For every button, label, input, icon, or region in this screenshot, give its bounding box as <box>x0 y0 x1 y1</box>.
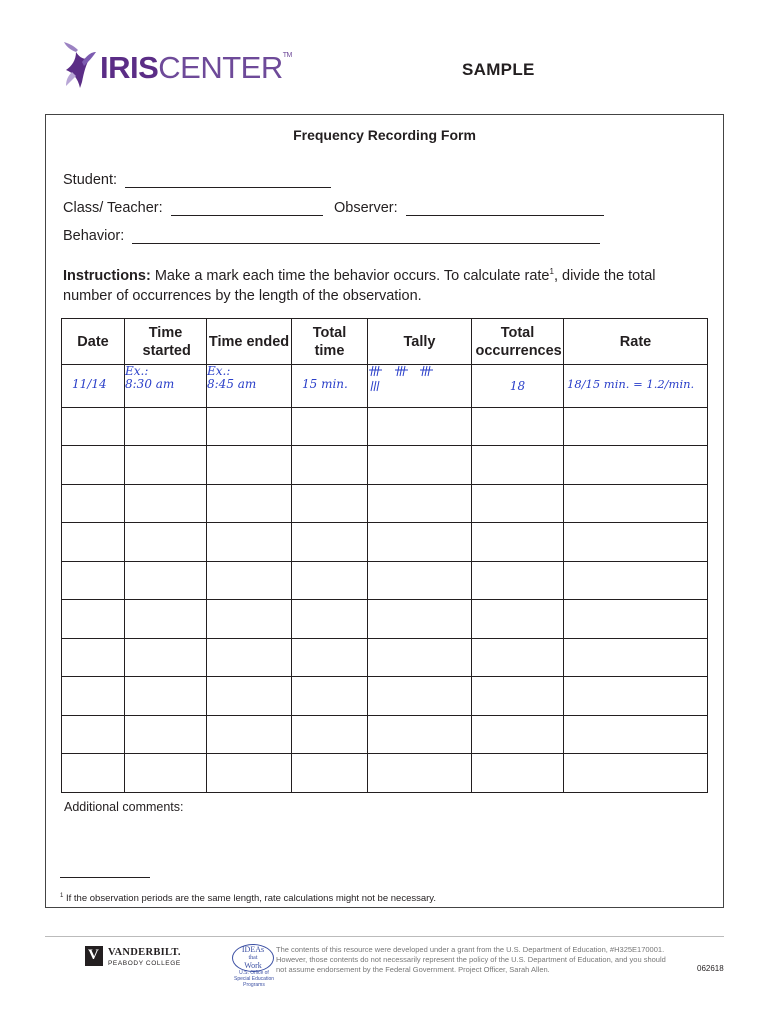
col-total-time: Total time <box>292 319 368 365</box>
table-row <box>62 715 708 754</box>
table-row <box>62 600 708 639</box>
table-cell[interactable] <box>472 638 564 677</box>
example-row <box>62 365 708 408</box>
table-cell[interactable] <box>62 523 125 562</box>
col-total-occurrences: Total occurrences <box>472 319 564 365</box>
table-cell[interactable] <box>207 715 292 754</box>
table-cell[interactable] <box>368 638 472 677</box>
table-cell[interactable] <box>472 407 564 446</box>
table-cell[interactable] <box>292 677 368 716</box>
table-cell[interactable] <box>125 446 207 485</box>
form-frame <box>45 114 724 908</box>
table-cell[interactable] <box>62 407 125 446</box>
student-blank[interactable] <box>125 173 331 188</box>
example-time-started[interactable]: Ex.: 8:30 am <box>125 365 207 408</box>
ideas-that-work-logo: IDEAs that Work <box>232 944 274 972</box>
class-teacher-blank[interactable] <box>171 201 323 216</box>
table-row <box>62 561 708 600</box>
additional-comments-label: Additional comments: <box>64 800 184 814</box>
behavior-label: Behavior: <box>63 228 125 244</box>
table-cell[interactable] <box>207 484 292 523</box>
instructions-heading: Instructions: <box>63 267 151 284</box>
table-cell[interactable] <box>62 638 125 677</box>
student-label: Student: <box>63 172 118 188</box>
table-cell[interactable] <box>62 754 125 793</box>
table-cell[interactable] <box>62 677 125 716</box>
table-cell[interactable] <box>292 638 368 677</box>
example-time-ended[interactable]: Ex.: 8:45 am <box>207 365 292 408</box>
table-cell[interactable] <box>472 484 564 523</box>
class-teacher-field <box>63 200 323 216</box>
table-cell[interactable] <box>472 446 564 485</box>
table-cell[interactable] <box>292 523 368 562</box>
table-cell[interactable] <box>564 561 708 600</box>
example-total-time[interactable]: 15 min. <box>292 365 368 408</box>
example-date[interactable]: 11/14 <box>62 365 125 408</box>
table-cell[interactable] <box>368 484 472 523</box>
tally-marks <box>368 365 448 393</box>
table-row <box>62 638 708 677</box>
col-rate: Rate <box>564 319 708 365</box>
document-code: 062618 <box>697 964 724 973</box>
table-row <box>62 754 708 793</box>
class-teacher-label: Class/ Teacher: <box>63 200 163 216</box>
table-cell[interactable] <box>564 600 708 639</box>
table-cell[interactable] <box>368 677 472 716</box>
sample-label: SAMPLE <box>462 60 535 79</box>
logo-wordmark: IRISCENTER™ <box>100 50 292 85</box>
table-cell[interactable] <box>207 638 292 677</box>
table-row <box>62 677 708 716</box>
osep-caption: U.S. Office of Special Education Programs <box>233 970 275 988</box>
table-cell[interactable] <box>292 715 368 754</box>
table-cell[interactable] <box>564 715 708 754</box>
observer-blank[interactable] <box>406 201 604 216</box>
table-row <box>62 523 708 562</box>
table-cell[interactable] <box>125 484 207 523</box>
table-cell[interactable] <box>368 600 472 639</box>
table-cell[interactable] <box>368 523 472 562</box>
table-cell[interactable] <box>62 600 125 639</box>
footnote-divider <box>60 877 150 878</box>
col-tally: Tally <box>368 319 472 365</box>
iris-flower-icon <box>62 42 98 90</box>
table-cell[interactable] <box>472 600 564 639</box>
frequency-table <box>61 318 708 793</box>
table-cell[interactable] <box>207 600 292 639</box>
table-row <box>62 446 708 485</box>
table-cell[interactable] <box>292 484 368 523</box>
form-title: Frequency Recording Form <box>293 127 476 143</box>
vanderbilt-logo: V VANDERBILT. PEABODY COLLEGE <box>85 944 195 974</box>
table-cell[interactable] <box>292 754 368 793</box>
table-cell[interactable] <box>207 561 292 600</box>
table-cell[interactable] <box>564 638 708 677</box>
table-cell[interactable] <box>125 754 207 793</box>
table-header-row <box>62 319 708 365</box>
table-cell[interactable] <box>368 715 472 754</box>
table-cell[interactable] <box>472 754 564 793</box>
table-cell[interactable] <box>472 561 564 600</box>
table-cell[interactable] <box>472 523 564 562</box>
table-cell[interactable] <box>125 715 207 754</box>
table-cell[interactable] <box>292 446 368 485</box>
col-time-started: Time started <box>125 319 207 365</box>
table-cell[interactable] <box>292 600 368 639</box>
table-cell[interactable] <box>125 523 207 562</box>
table-cell[interactable] <box>564 407 708 446</box>
table-cell[interactable] <box>62 715 125 754</box>
observer-label: Observer: <box>334 200 398 216</box>
table-cell[interactable] <box>292 561 368 600</box>
col-date: Date <box>62 319 125 365</box>
table-cell[interactable] <box>564 484 708 523</box>
table-row <box>62 484 708 523</box>
observer-field <box>334 200 604 216</box>
table-cell[interactable] <box>207 677 292 716</box>
behavior-blank[interactable] <box>132 229 600 244</box>
footer-divider <box>45 936 724 937</box>
table-cell[interactable] <box>292 407 368 446</box>
table-cell[interactable] <box>207 446 292 485</box>
table-cell[interactable] <box>472 715 564 754</box>
table-cell[interactable] <box>125 407 207 446</box>
table-cell[interactable] <box>564 754 708 793</box>
table-cell[interactable] <box>564 677 708 716</box>
vanderbilt-v-icon <box>85 946 103 966</box>
table-cell[interactable] <box>207 754 292 793</box>
example-rate[interactable]: 18/15 min. = 1.2/min. <box>564 365 708 408</box>
col-time-ended: Time ended <box>207 319 292 365</box>
table-cell[interactable] <box>564 523 708 562</box>
table-cell[interactable] <box>125 600 207 639</box>
student-field <box>63 172 331 188</box>
table-cell[interactable] <box>62 484 125 523</box>
table-row <box>62 407 708 446</box>
table-cell[interactable] <box>125 561 207 600</box>
behavior-field <box>63 228 600 244</box>
table-cell[interactable] <box>125 638 207 677</box>
table-cell[interactable] <box>207 407 292 446</box>
table-cell[interactable] <box>125 677 207 716</box>
example-total-occurrences[interactable]: 18 <box>472 365 564 408</box>
table-cell[interactable] <box>368 754 472 793</box>
instructions: Instructions: Make a mark each time the behavior occurs. To calculate rate$^1$, divide the total number of occurrences by the length of the observation. <box>63 267 656 304</box>
table-cell[interactable] <box>62 446 125 485</box>
grant-disclaimer: The contents of this resource were developed under a grant from the U.S. Department of Education, #H325E170001. However, those contents do not necessarily represent the policy of the U.S. Department of Education, and you should not assume endorsement by the Federal Government. Project Officer, Sarah Allen. <box>276 945 666 974</box>
iris-center-logo <box>62 42 292 92</box>
table-cell[interactable] <box>368 561 472 600</box>
table-cell[interactable] <box>62 561 125 600</box>
table-cell[interactable] <box>368 407 472 446</box>
table-cell[interactable] <box>472 677 564 716</box>
footnote: $^1$ If the observation periods are the same length, rate calculations might not be necessary. <box>60 893 436 905</box>
table-cell[interactable] <box>207 523 292 562</box>
example-tally[interactable] <box>368 365 472 408</box>
table-cell[interactable] <box>564 446 708 485</box>
table-cell[interactable] <box>368 446 472 485</box>
